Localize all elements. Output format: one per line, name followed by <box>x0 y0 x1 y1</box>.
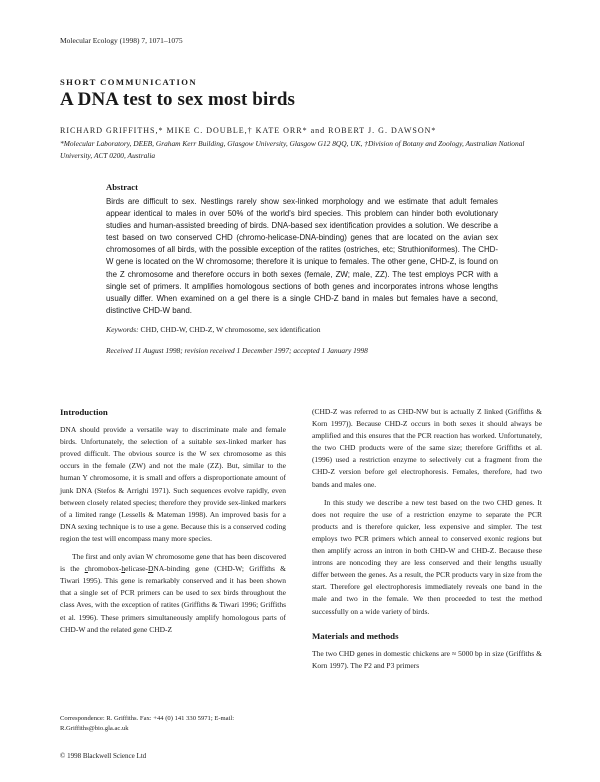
introduction-heading: Introduction <box>60 407 108 417</box>
right-column <box>312 406 542 678</box>
intro-p2-hromobox: hromobox- <box>87 564 122 574</box>
keywords <box>106 325 498 334</box>
intro-p2-d: D <box>147 564 154 574</box>
abstract-heading: Abstract <box>106 182 138 192</box>
received-dates: Received 11 August 1998; revision received 1 December 1997; accepted 1 January 1998 <box>106 345 368 355</box>
right-paragraph-1: (CHD-Z was referred to as CHD-NW but is actually Z linked (Griffiths & Korn 1997)). Because CHD-Z occurs in both sexes it should always be amplified and this ensures that the PCR reaction has worked. Unfortunately, the two CHD products were of the same size; therefore Griffiths et al. (1996) used a restriction enzyme to selectively cut a fragment from the CHD-Z version before gel electrophoresis. Females, therefore, had two bands and males one. <box>312 407 542 489</box>
copyright: © 1998 Blackwell Science Ltd <box>60 752 147 760</box>
section-label: SHORT COMMUNICATION <box>60 77 197 87</box>
methods-heading: Materials and methods <box>312 630 399 641</box>
abstract-section <box>106 182 498 355</box>
intro-paragraph-1: DNA should provide a versatile way to discriminate male and female birds. Unfortunately, the selection of a suitable sex-linked marker has proved difficult. The obvious source is the W sex chromosome as this occurs in the female (ZW) and not the male (ZZ). But, similar to the human Y chromosome, it is small and offers a disproportionate amount of junk DNA (Stefos & Arrighi 1971). Such sequences evolve rapidly, even between closely related species; therefore they provide sex-linked markers of a limited range (Lessells & Mateman 1998). An improved basis for a DNA sexing technique is to use a gene. Because this is a conserved coding region the test will encompass many more species. <box>60 425 286 543</box>
intro-p2-c: c <box>84 564 88 574</box>
keywords-label: Keywords: <box>106 324 139 334</box>
intro-p2-rest: NA-binding gene (CHD-W; Griffiths & Tiwari 1995). This gene is remarkably conserved and it has been shown that a single set of PCR primers can be used to sex birds throughout the class Aves, with the exception of ratites (Griffiths & Tiwari 1996; Griffiths et al. 1996). These primers simultaneously amplify homologous parts of CHD-W and the related gene CHD-Z <box>60 564 286 634</box>
keywords-list: CHD, CHD-W, CHD-Z, W chromosome, sex identification <box>140 324 321 334</box>
journal-citation: Molecular Ecology (1998) 7, 1071–1075 <box>60 36 183 45</box>
intro-p2-lead: The first and only avian W chromosome gene that has been discovered is the <box>60 552 286 574</box>
intro-paragraph-2 <box>60 551 286 636</box>
intro-p2-elicase: elicase- <box>125 564 148 574</box>
author-list: RICHARD GRIFFITHS,* MIKE C. DOUBLE,† KATE ORR* and ROBERT J. G. DAWSON* <box>60 126 437 135</box>
intro-p2-h: h <box>121 564 126 574</box>
abstract-text: Birds are difficult to sex. Nestlings rarely show sex-linked morphology and we estimate that adult females appear identical to males in over 50% of the world's bird species. This problem can hinder both evolutionary studies and human-assisted breeding of birds. DNA-based sex identification provides a solution. We describe a test based on two conserved CHD (chromo-helicase-DNA-binding) genes that are located on the avian sex chromosomes of all birds, with the possible exception of the ratites (ostriches, etc; Struthioniformes). The CHD-W gene is located on the W chromosome; therefore it is unique to females. The other gene, CHD-Z, is found on the Z chromosome and therefore occurs in both sexes (female, ZW; male, ZZ). The test employs PCR with a single set of primers. It amplifies homologous sections of both genes and incorporates introns whose lengths usually differ. When examined on a gel there is a single CHD-Z band in males but females have a second, distinctive CHD-W band. <box>106 197 498 315</box>
article-title: A DNA test to sex most birds <box>60 89 296 110</box>
left-column <box>60 406 286 642</box>
right-paragraph-2: In this study we describe a new test based on the two CHD genes. It does not require the use of a restriction enzyme to separate the PCR products and is therefore quicker, less expensive and simpler. The test employs two PCR primers which anneal to conserved exonic regions but then amplify across an intron in both CHD-W and CHD-Z. Because these introns are noncoding they are less conserved and their lengths usually differ between the genes. As a result, the PCR products vary in size from the start. Therefore gel electrophoresis immediately reveals one band in the male and two in the female. We then proceeded to test the method successfully on a wide variety of birds. <box>312 497 542 616</box>
correspondence-footnote: Correspondence: R. Griffiths. Fax: +44 (0) 141 330 5971; E-mail: R.Griffiths@bio.gla.ac.uk <box>60 715 235 732</box>
affiliations: *Molecular Laboratory, DEEB, Graham Kerr Building, Glasgow University, Glasgow G12 8QQ, UK, †Division of Botany and Zoology, Australian National University, ACT 0200, Australia <box>60 139 525 161</box>
methods-paragraph-1: The two CHD genes in domestic chickens are ≈ 5000 bp in size (Griffiths & Korn 1997). The P2 and P3 primers <box>312 648 542 670</box>
